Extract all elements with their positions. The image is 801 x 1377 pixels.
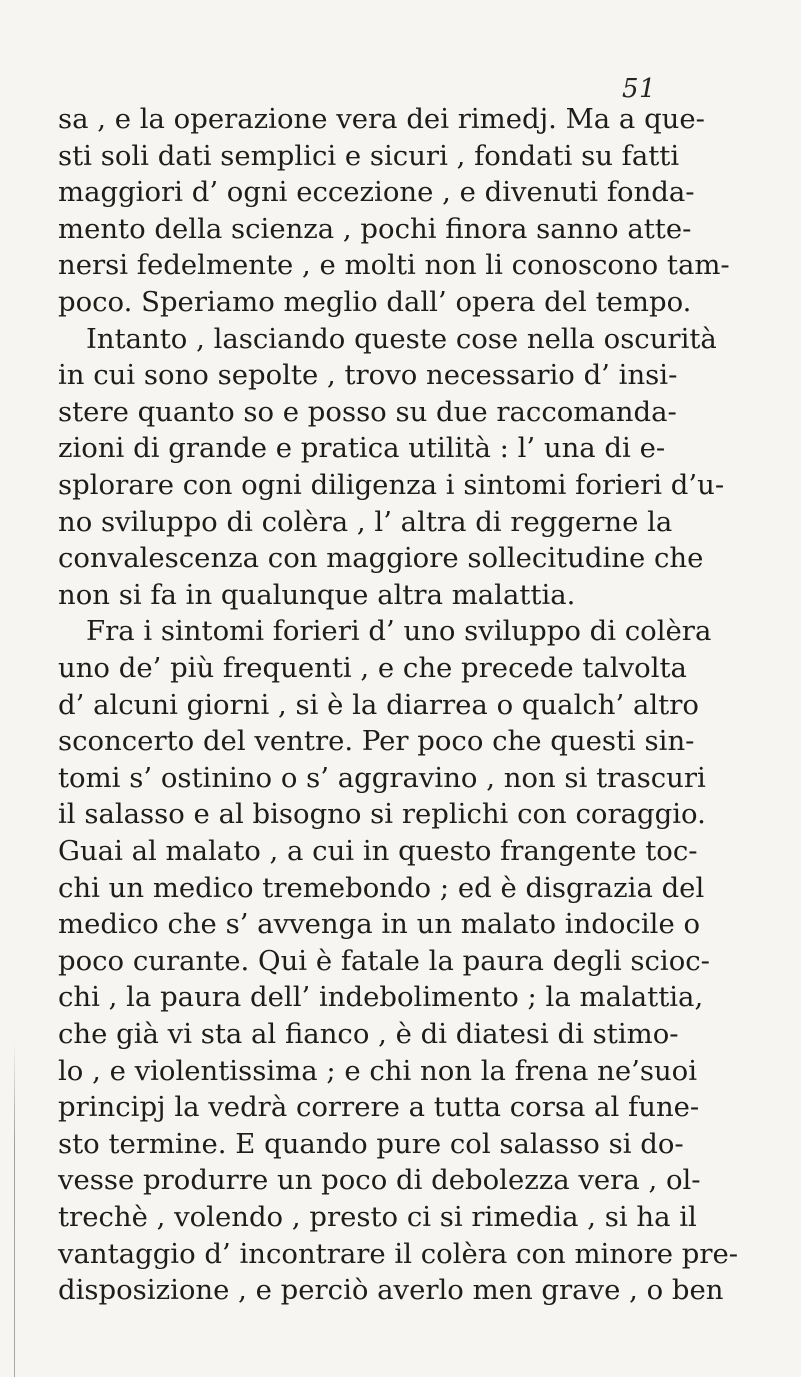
text-line-1: sa , e la operazione vera dei rimedj. Ma a que- bbox=[58, 103, 705, 135]
text-line-10: zioni di grande e pratica utilità : l’ una di e- bbox=[58, 432, 666, 465]
text-line-28: principj la vedrà correre a tutta corsa al fune- bbox=[58, 1091, 700, 1124]
text-line-19: tomi s’ ostinino o s’ aggravino , non si trascuri bbox=[58, 761, 706, 794]
text-line-24: poco curante. Qui è fatale la paura degli scioc- bbox=[58, 944, 710, 977]
text-line-25: chi , la paura dell’ indebolimento ; la malattia, bbox=[58, 981, 704, 1014]
text-line-5: nersi fedelmente , e molti non li conoscono tam- bbox=[58, 249, 730, 282]
text-line-7: Intanto , lasciando queste cose nella oscurità bbox=[86, 322, 717, 355]
text-line-23: medico che s’ avvenga in un malato indocile o bbox=[58, 908, 701, 941]
text-line-17: d’ alcuni giorni , si è la diarrea o qualch’ altro bbox=[58, 688, 699, 721]
text-line-18: sconcerto del ventre. Per poco che questi sin- bbox=[58, 725, 695, 758]
page-number: 51 bbox=[622, 74, 657, 104]
text-line-12: no sviluppo di colèra , l’ altra di reggerne la bbox=[58, 505, 673, 538]
text-line-2: sti soli dati semplici e sicuri , fondati su fatti bbox=[58, 139, 680, 172]
text-line-26: che già vi sta al fianco , è di diatesi di stimo- bbox=[58, 1018, 679, 1050]
text-line-15: Fra i sintomi forieri d’ uno sviluppo di colèra bbox=[86, 615, 712, 648]
text-line-3: maggiori d’ ogni eccezione , e divenuti fonda- bbox=[58, 176, 695, 209]
text-line-21: Guai al malato , a cui in questo frangente toc- bbox=[58, 835, 698, 867]
text-line-22: chi un medico tremebondo ; ed è disgrazia del bbox=[58, 871, 705, 904]
text-line-13: convalescenza con maggiore sollecitudine che bbox=[58, 542, 704, 575]
text-line-9: stere quanto so e posso su due raccomanda- bbox=[58, 395, 677, 428]
text-line-29: sto termine. E quando pure col salasso si do- bbox=[58, 1127, 684, 1160]
text-line-14: non si fa in qualunque altra malattia. bbox=[58, 578, 576, 611]
text-line-11: splorare con ogni diligenza i sintomi forieri d’u- bbox=[58, 469, 725, 501]
scan-edge-line bbox=[14, 1040, 15, 1377]
text-line-32: vantaggio d’ incontrare il colèra con minore pre- bbox=[58, 1237, 739, 1270]
text-line-33: disposizione , e perciò averlo men grave , o ben bbox=[58, 1274, 724, 1307]
text-line-27: lo , e violentissima ; e chi non la frena ne’suoi bbox=[58, 1054, 698, 1087]
text-line-8: in cui sono sepolte , trovo necessario d’ insi- bbox=[58, 359, 678, 392]
text-line-16: uno de’ più frequenti , e che precede talvolta bbox=[58, 652, 687, 684]
text-line-6: poco. Speriamo meglio dall’ opera del tempo. bbox=[58, 286, 692, 318]
text-line-4: mento della scienza , pochi finora sanno atte- bbox=[58, 212, 692, 245]
text-line-30: vesse produrre un poco di debolezza vera , ol- bbox=[58, 1164, 701, 1197]
text-line-20: il salasso e al bisogno si replichi con coraggio. bbox=[58, 798, 706, 831]
text-line-31: trechè , volendo , presto ci si rimedia , si ha il bbox=[58, 1201, 697, 1233]
